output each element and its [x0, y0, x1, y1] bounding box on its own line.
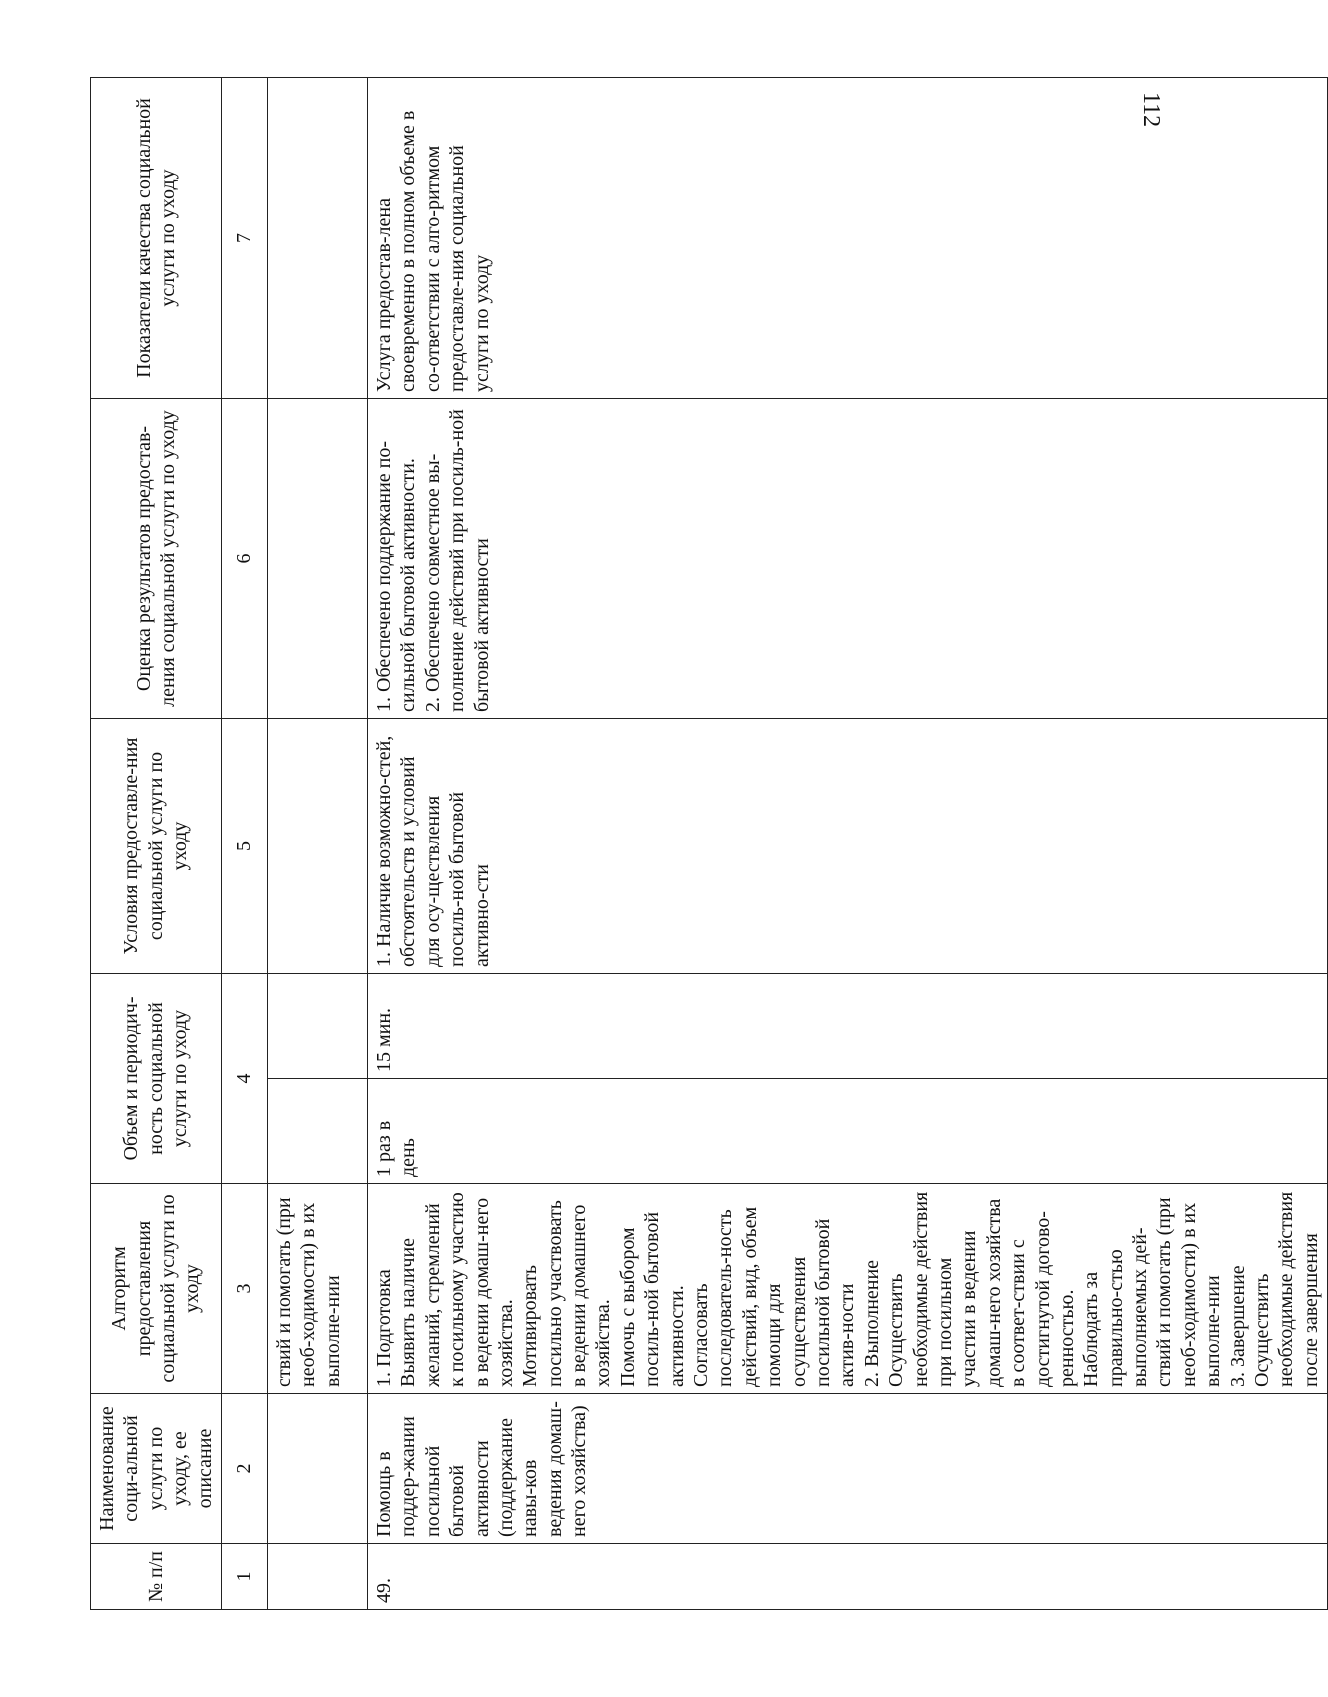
service-algorithm: 1. Подготовка Выявить наличие желаний, стремлений к посильному участию в ведении домаш-него хозяйства. Мотивировать посильно участвовать в ведении домашнего хозяйства. Помочь с выбором посиль-ной бытовой активности. Согласовать последователь-ность действий, вид, объем помощи для осуществления посильной бытовой актив-ности 2. Выполнение Осуществить необходимые действия при посильном участии в ведении домаш-него хозяйства в соответ-ствии с достигнутой догово-ренностью. Наблюдать за правильно-стью выполняемых дей-ствий и помогать (при необ-ходимости) в их выполне-нии 3. Завершение Осуществить необходимые действия после завершения [367, 1184, 1327, 1394]
service-name: Помощь в поддер-жании посильной бытовой активности (поддержание навы-ков ведения домаш-него хозяйства) [367, 1394, 1327, 1544]
column-number: 7 [221, 78, 267, 399]
service-evaluation: 1. Обеспечено поддержание по-сильной бытовой активности. 2. Обеспечено совместное вы-полнение действий при посиль-ной бытовой активности [367, 399, 1327, 719]
cell-empty [267, 78, 367, 399]
column-number: 4 [221, 974, 267, 1184]
service-conditions: 1. Наличие возможно-стей, обстоятельств и условий для осу-ществления посиль-ной бытовой активно-сти [367, 719, 1327, 974]
header-number: № п/п [91, 1544, 222, 1610]
cell-empty [267, 974, 367, 1079]
column-number: 1 [221, 1544, 267, 1610]
header-evaluation: Оценка результатов предостав-ления социальной услуги по уходу [91, 399, 222, 719]
page-number: 112 [1138, 92, 1164, 128]
service-volume: 15 мин. [367, 974, 1327, 1079]
services-table [90, 77, 1328, 1610]
table-row [367, 78, 1327, 1610]
continuation-row [267, 78, 367, 1610]
cell-empty [267, 399, 367, 719]
header-quality: Показатели качества социальной услуги по уходу [91, 78, 222, 399]
column-number: 3 [221, 1184, 267, 1394]
cell-empty [267, 1394, 367, 1544]
column-number: 2 [221, 1394, 267, 1544]
cell-empty [267, 1544, 367, 1610]
header-volume: Объем и периодич-ность социальной услуги по уходу [91, 974, 222, 1184]
header-row [91, 78, 222, 1610]
service-periodicity: 1 раз в день [367, 1079, 1327, 1184]
cell-empty [267, 1079, 367, 1184]
column-numbers-row [221, 78, 267, 1610]
header-algorithm: Алгоритм предоставления социальной услуги по уходу [91, 1184, 222, 1394]
cell-empty [267, 719, 367, 974]
column-number: 5 [221, 719, 267, 974]
header-name: Наименование соци-альной услуги по уходу, ее описание [91, 1394, 222, 1544]
header-conditions: Условия предоставле-ния социальной услуги по уходу [91, 719, 222, 974]
service-quality: Услуга предостав-лена своевременно в полном объеме в со-ответствии с алго-ритмом предоставле-ния социальной услуги по уходу [367, 78, 1327, 399]
column-number: 6 [221, 399, 267, 719]
continuation-algorithm: ствий и помогать (при необ-ходимости) в их выполне-нии [267, 1184, 367, 1394]
row-number: 49. [367, 1544, 1327, 1610]
